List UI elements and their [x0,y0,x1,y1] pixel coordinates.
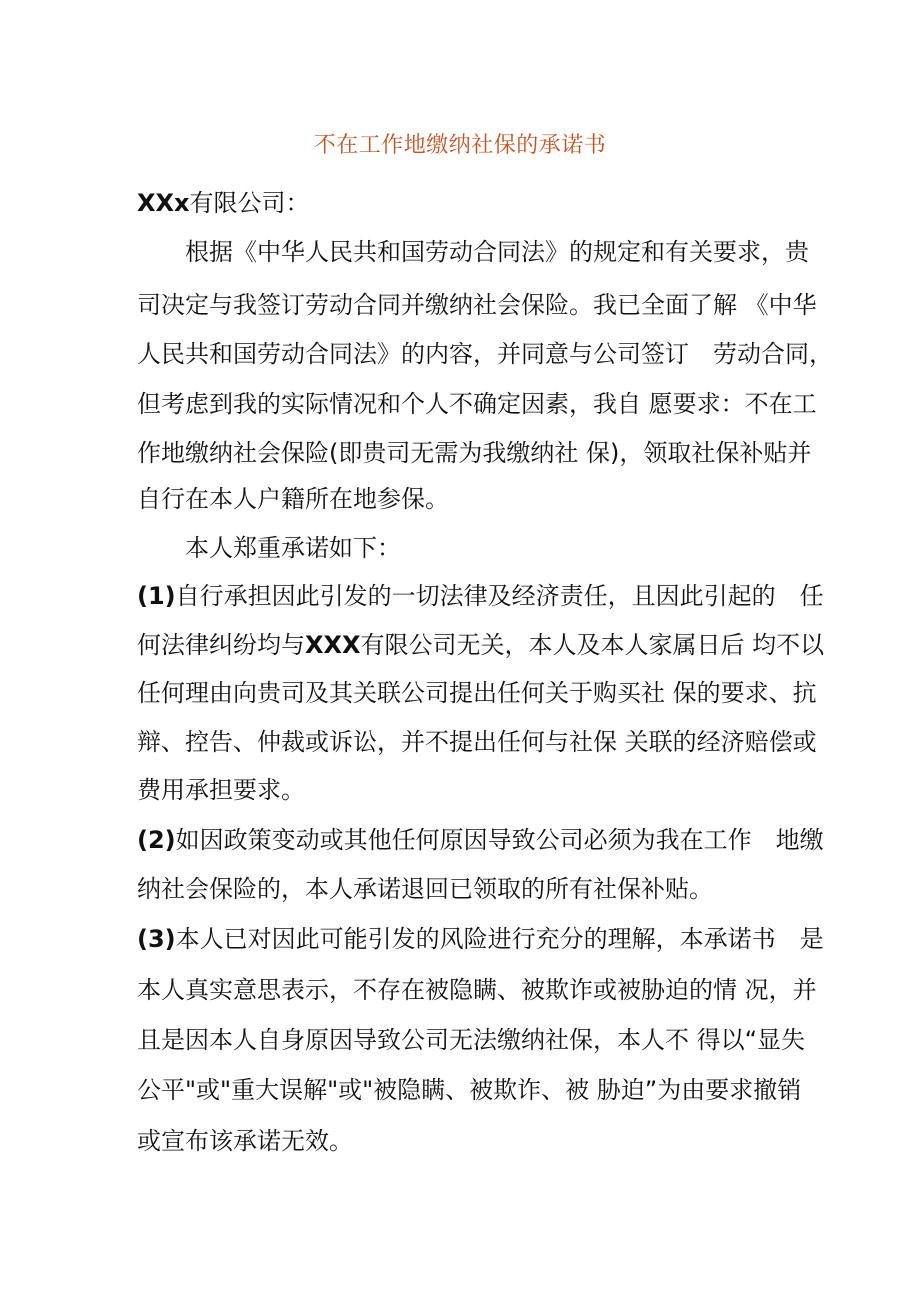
item1-line: 费用承担要求。 [137,776,305,804]
item1-line: 辩、控告、仲裁或诉讼，并不提出任何与社保 关联的经济赔偿或 [137,728,817,756]
item2-line: 纳社会保险的，本人承诺退回已领取的所有社保补贴。 [137,875,713,903]
item1-text: 自行承担因此引发的一切法律及经济责任，且因此引起的 任 [175,582,824,610]
item3-line: 公平"或"重大误解"或"被隐瞒、被欺诈、被 胁迫”为由要求撤销 [137,1076,802,1104]
item3-line: 且是因本人自身原因导致公司无法缴纳社保，本人不 得以“显失 [137,1026,806,1054]
item2-text: 如因政策变动或其他任何原因导致公司必须为我在工作 地缴 [175,826,824,854]
item1-text: 何法律纠纷均与 [137,631,305,659]
paragraph1-line: 作地缴纳社会保险(即贵司无需为我缴纳社 保)，领取社保补贴并 [137,439,812,467]
paragraph1-line: 根据《中华人民共和国劳动合同法》的规定和有关要求，贵 [185,238,809,266]
item1-line: 任何理由向贵司及其关联公司提出任何关于购买社 保的要求、抗 [137,679,817,707]
item3-text: 本人已对因此可能引发的风险进行充分的理解，本承诺书 是 [175,925,824,953]
salutation-rest: 有限公司： [189,189,310,217]
item2-line [137,825,824,855]
item1-line [137,630,824,660]
salutation [137,188,310,218]
paragraph1-line: 人民共和国劳动合同法》的内容，并同意与公司签订 劳动合同， [137,340,833,368]
salutation-company-bold: XXx [137,189,190,217]
item1-line [137,581,824,611]
item3-line [137,924,824,954]
item3-line: 本人真实意思表示，不存在被隐瞒、被欺诈或被胁迫的情 况，并 [137,976,817,1004]
item2-number: (2) [137,826,176,854]
item3-number: (3) [137,925,176,953]
item1-company-bold: XXX [305,631,361,659]
paragraph1-line: 自行在本人户籍所在地参保。 [137,485,449,513]
item3-line: 或宣布该承诺无效。 [137,1127,353,1155]
document-title: 不在工作地缴纳社保的承诺书 [313,133,607,158]
item1-number: (1) [137,582,176,610]
item1-text: 有限公司无关，本人及本人家属日后 均不以 [360,631,825,659]
paragraph2: 本人郑重承诺如下： [185,534,401,562]
paragraph1-line: 司决定与我签订劳动合同并缴纳社会保险。我已全面了解 《中华 [137,291,817,319]
paragraph1-line: 但考虑到我的实际情况和个人不确定因素，我自 愿要求：不在工 [137,390,817,418]
